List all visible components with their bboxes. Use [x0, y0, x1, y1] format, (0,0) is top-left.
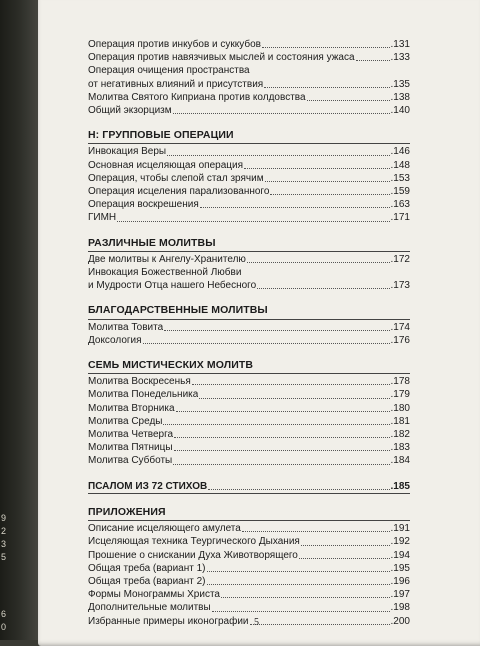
toc-entry[interactable]: [88, 279, 410, 292]
edge-digit: 0: [1, 622, 7, 632]
toc-section: [88, 304, 410, 347]
toc-entry-page: .191: [390, 523, 410, 535]
toc-entry-page: .182: [390, 429, 410, 441]
toc-entry-title: Прошение о снискании Духа Животворящего: [88, 549, 298, 561]
dot-leader: [208, 488, 389, 490]
toc-entry-title: Инвокация Веры: [88, 146, 167, 158]
toc-entry[interactable]: [88, 185, 410, 198]
toc-entry[interactable]: [88, 562, 410, 575]
table-of-contents: [88, 38, 410, 640]
dot-leader: [167, 154, 389, 156]
dot-leader: [250, 623, 390, 625]
dot-leader: [265, 180, 390, 182]
toc-entry[interactable]: [88, 38, 410, 51]
toc-entry[interactable]: [88, 588, 410, 601]
toc-entry[interactable]: [88, 211, 410, 224]
toc-entry[interactable]: [88, 51, 410, 64]
toc-entry-page: .197: [390, 589, 410, 601]
toc-entry-title: Общий экзорцизм: [88, 105, 172, 117]
toc-entry-title: Формы Монограммы Христа: [88, 589, 220, 601]
toc-entry-page: .180: [390, 402, 410, 414]
toc-entry-page: .184: [390, 455, 410, 467]
dot-leader: [199, 397, 389, 399]
dot-leader: [176, 410, 390, 412]
toc-entry-title: Общая треба (вариант 2): [88, 575, 206, 587]
toc-entry-title: Общая треба (вариант 1): [88, 562, 206, 574]
dot-leader: [163, 423, 389, 425]
dot-leader: [143, 342, 390, 344]
dot-leader: [200, 206, 390, 208]
toc-section: [88, 359, 410, 468]
section-heading: БЛАГОДАРСТВЕННЫЕ МОЛИТВЫ: [88, 304, 410, 319]
toc-entry[interactable]: [88, 104, 410, 117]
toc-entry-page: .135: [390, 78, 410, 90]
dot-leader: [247, 261, 390, 263]
toc-entry-page: .140: [390, 105, 410, 117]
toc-entry-title: Основная исцеляющая операция: [88, 159, 244, 171]
toc-entry-page: .172: [390, 253, 410, 265]
toc-entry-page: .148: [390, 159, 410, 171]
dot-leader: [242, 530, 390, 532]
toc-entry[interactable]: [88, 415, 410, 428]
toc-entry[interactable]: [88, 454, 410, 467]
dot-leader: [221, 596, 390, 598]
toc-entry-page: .192: [390, 536, 410, 548]
toc-entry-title: Молитва Пятницы: [88, 442, 173, 454]
dot-leader: [207, 570, 390, 572]
toc-entry[interactable]: [88, 321, 410, 334]
toc-entry[interactable]: [88, 145, 410, 158]
dot-leader: [174, 436, 389, 438]
dot-leader: [207, 583, 390, 585]
toc-entry-title: Молитва Среды: [88, 415, 163, 427]
toc-entry[interactable]: [88, 522, 410, 535]
toc-entry-title: Избранные примеры иконографии: [88, 615, 249, 627]
toc-entry-title: Исцеляющая техника Теургического Дыхания: [88, 536, 300, 548]
toc-entry-page: .171: [390, 212, 410, 224]
toc-entry-page: .178: [390, 376, 410, 388]
toc-entry[interactable]: [88, 480, 410, 494]
toc-entry-title: Молитва Воскресенья: [88, 376, 191, 388]
toc-section: [88, 129, 410, 224]
toc-entry-page: .183: [390, 442, 410, 454]
toc-entry-title: Операция против инкубов и суккубов: [88, 39, 261, 50]
toc-entry-title: Молитва Понедельника: [88, 389, 199, 401]
toc-section: [88, 237, 410, 293]
toc-entry-title: Операция исцеления парализованного: [88, 186, 270, 198]
toc-entry-page: .159: [390, 186, 410, 198]
toc-entry-title: Описание исцеляющего амулета: [88, 523, 241, 535]
section-heading: Н: ГРУППОВЫЕ ОПЕРАЦИИ: [88, 129, 410, 144]
toc-entry-title: ГИМН: [88, 212, 117, 224]
toc-entry-title: Операция воскрешения: [88, 199, 199, 211]
edge-digit: 6: [1, 609, 7, 619]
toc-section: [88, 38, 410, 117]
toc-entry[interactable]: [88, 428, 410, 441]
dot-leader: [356, 59, 390, 61]
toc-entry-title: Молитва Святого Киприана против колдовства: [88, 91, 306, 103]
toc-entry[interactable]: [88, 402, 410, 415]
toc-entry[interactable]: [88, 615, 410, 628]
toc-entry-page: .185: [390, 480, 410, 492]
toc-entry-page: .133: [390, 52, 410, 64]
toc-entry[interactable]: [88, 388, 410, 401]
toc-entry[interactable]: [88, 159, 410, 172]
toc-entry[interactable]: [88, 172, 410, 185]
toc-entry[interactable]: [88, 253, 410, 266]
toc-section: [88, 480, 410, 494]
toc-entry[interactable]: [88, 91, 410, 104]
toc-entry-page: .173: [390, 280, 410, 292]
dot-leader: [257, 287, 389, 289]
toc-entry-title: Операция, чтобы слепой стал зрячим: [88, 172, 264, 184]
toc-entry-title: Молитва Товита: [88, 321, 164, 333]
section-heading: РАЗЛИЧНЫЕ МОЛИТВЫ: [88, 237, 410, 252]
toc-entry-title: Молитва Четверга: [88, 429, 174, 441]
toc-entry-title: Операция против навязчивых мыслей и состояния ужаса: [88, 52, 355, 64]
toc-entry-page: .146: [390, 146, 410, 158]
toc-entry-page: .138: [390, 91, 410, 103]
toc-entry-title: от негативных влияний и присутствия: [88, 78, 264, 90]
page-number: 5: [254, 617, 259, 628]
toc-entry-page: .194: [390, 549, 410, 561]
toc-entry-page: .174: [390, 321, 410, 333]
toc-entry-page: .181: [390, 415, 410, 427]
toc-entry-title: Две молитвы к Ангелу-Хранителю: [88, 253, 246, 265]
toc-entry-title: Молитва Субботы: [88, 455, 173, 467]
edge-digit: 9: [1, 513, 7, 523]
dot-leader: [301, 544, 390, 546]
toc-section: [88, 506, 410, 628]
dot-leader: [299, 557, 390, 559]
toc-entry[interactable]: [88, 549, 410, 562]
toc-entry-page: .131: [390, 39, 410, 50]
toc-entry[interactable]: [88, 575, 410, 588]
dot-leader: [307, 99, 390, 101]
toc-entry[interactable]: [88, 375, 410, 388]
dot-leader: [174, 449, 390, 451]
toc-entry[interactable]: [88, 441, 410, 454]
toc-entry[interactable]: [88, 334, 410, 347]
toc-entry-title: Дополнительные молитвы: [88, 602, 211, 614]
dot-leader: [117, 220, 389, 222]
toc-entry-first-line: Операция очищения пространства: [88, 65, 250, 77]
dot-leader: [173, 112, 390, 114]
section-heading: ПРИЛОЖЕНИЯ: [88, 506, 410, 521]
edge-digit: 2: [1, 526, 7, 536]
toc-entry-title: и Мудрости Отца нашего Небесного: [88, 280, 257, 292]
dot-leader: [212, 610, 390, 612]
toc-entry-first-line: Инвокация Божественной Любви: [88, 267, 242, 279]
toc-entry-page: .198: [390, 602, 410, 614]
toc-entry-page: .179: [390, 389, 410, 401]
edge-digit: 5: [1, 552, 7, 562]
dot-leader: [173, 463, 389, 465]
toc-entry-page: .176: [390, 334, 410, 346]
adjacent-page-digits: [1, 512, 13, 634]
toc-entry-page: .153: [390, 172, 410, 184]
dot-leader: [244, 167, 390, 169]
dot-leader: [270, 193, 389, 195]
toc-entry[interactable]: [88, 78, 410, 91]
toc-entry-page: .200: [390, 615, 410, 627]
dot-leader: [164, 329, 389, 331]
dot-leader: [262, 46, 390, 48]
edge-digit: 3: [1, 539, 7, 549]
toc-entry-page: .195: [390, 562, 410, 574]
toc-entry[interactable]: [88, 601, 410, 614]
toc-entry-page: .163: [390, 199, 410, 211]
toc-entry-page: .196: [390, 575, 410, 587]
toc-entry-title: ПСАЛОМ ИЗ 72 СТИХОВ: [88, 480, 208, 492]
toc-entry[interactable]: [88, 535, 410, 548]
toc-entry[interactable]: [88, 198, 410, 211]
dot-leader: [192, 383, 390, 385]
section-heading: СЕМЬ МИСТИЧЕСКИХ МОЛИТВ: [88, 359, 410, 374]
dot-leader: [264, 86, 389, 88]
toc-entry-title: Доксология: [88, 334, 142, 346]
toc-entry-title: Молитва Вторника: [88, 402, 175, 414]
